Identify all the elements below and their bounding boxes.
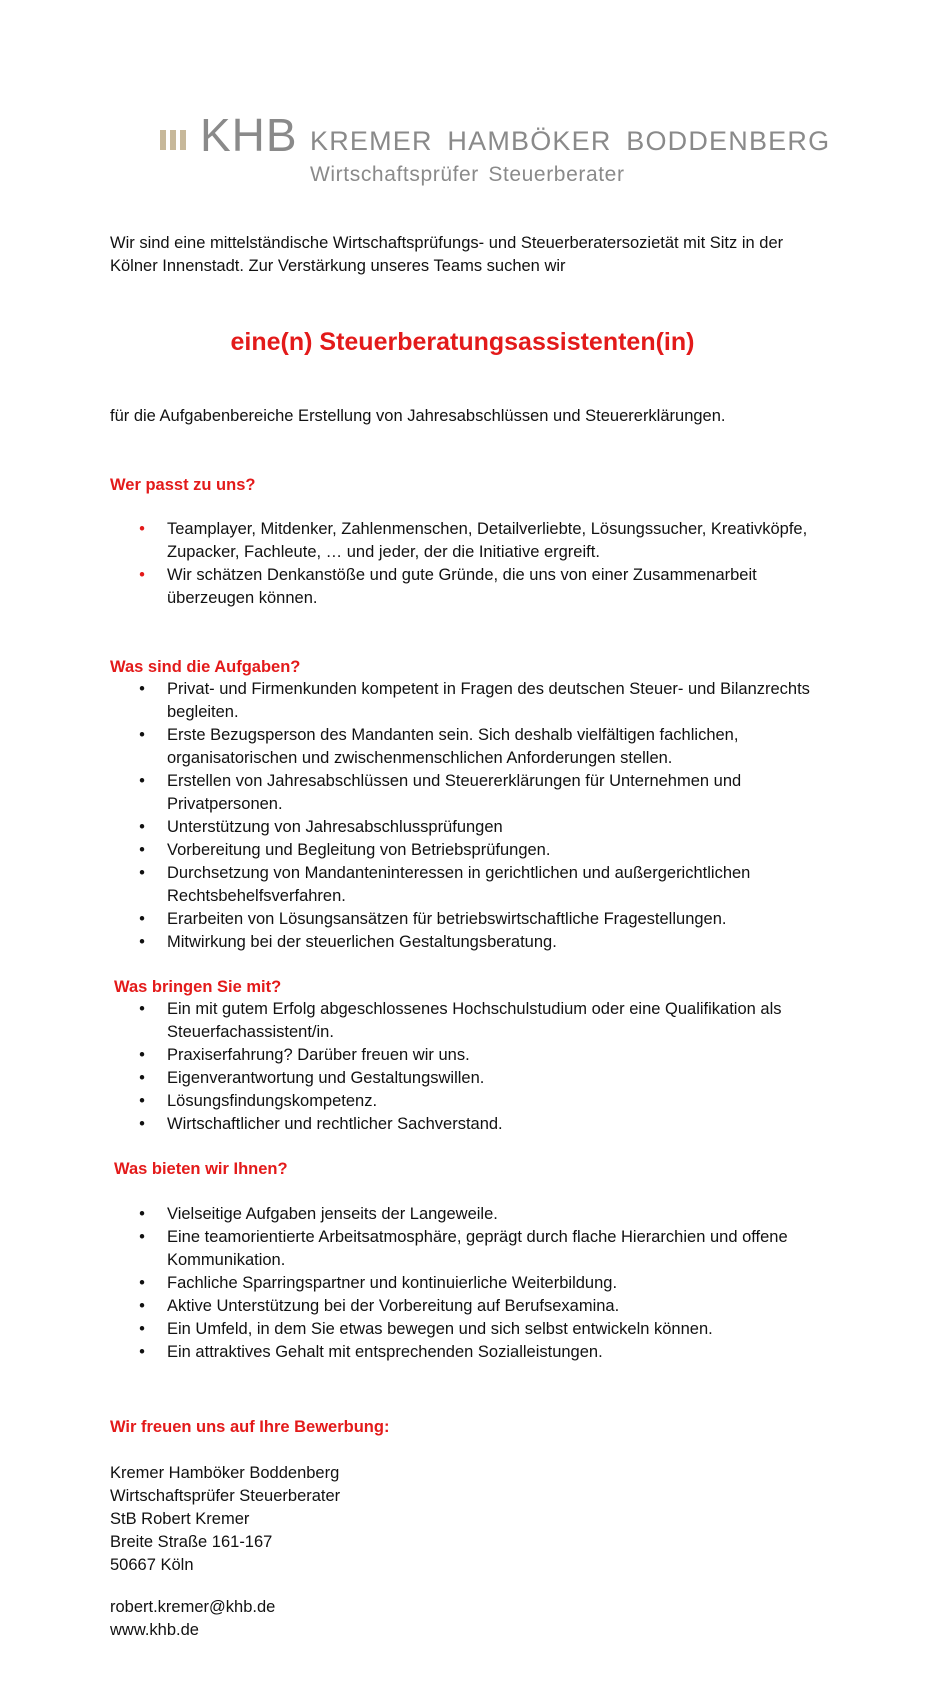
list-item: • Eigenverantwortung und Gestaltungswillen. [110, 1067, 830, 1090]
bullet-icon: • [139, 1069, 145, 1087]
bullet-icon: • [139, 772, 145, 790]
bullet-icon: • [139, 1000, 145, 1018]
bullet-icon: • [139, 1092, 145, 1110]
bullet-icon: • [139, 818, 145, 836]
contact-block [110, 1596, 275, 1642]
offer-list [110, 1203, 830, 1364]
logo-mark: KHB [200, 109, 298, 161]
bullet-icon: • [139, 933, 145, 951]
job-title: eine(n) Steuerberatungsassistenten(in) [230, 328, 695, 356]
closing-heading: Wir freuen uns auf Ihre Bewerbung: [110, 1418, 390, 1436]
firm-name: KREMER HAMBÖKER BODDENBERG [310, 126, 831, 156]
website-link[interactable]: www.khb.de [110, 1621, 199, 1639]
email-link[interactable]: robert.kremer@khb.de [110, 1598, 276, 1616]
list-item: • Privat- und Firmenkunden kompetent in Fragen des deutschen Steuer- und Bilanzrechts begleiten. [110, 678, 830, 724]
bullet-icon: • [139, 1297, 145, 1315]
list-item: • Praxiserfahrung? Darüber freuen wir uns. [110, 1044, 830, 1067]
bullet-icon: • [139, 1343, 145, 1361]
list-item: • Unterstützung von Jahresabschlussprüfungen [110, 816, 830, 839]
offer-heading: Was bieten wir Ihnen? [114, 1160, 288, 1178]
bullet-icon: • [139, 520, 145, 538]
fit-list [110, 518, 830, 610]
list-item: • Vorbereitung und Begleitung von Betriebsprüfungen. [110, 839, 830, 862]
address-line: Kremer Hamböker Boddenberg [110, 1464, 340, 1482]
bullet-icon: • [139, 1228, 145, 1246]
list-item: • Erste Bezugsperson des Mandanten sein. Sich deshalb vielfältigen fachlichen, organisatorischen und zwischenmenschlichen Anforderungen stellen. [110, 724, 830, 770]
intro-paragraph: Wir sind eine mittelständische Wirtschaftsprüfungs- und Steuerberatersozietät mit Sitz in der Kölner Innenstadt. Zur Verstärkung unseres Teams suchen wir [110, 234, 784, 275]
logo-bars-icon [160, 130, 190, 150]
address-line: Breite Straße 161-167 [110, 1533, 273, 1551]
bullet-icon: • [139, 841, 145, 859]
list-item: • Eine teamorientierte Arbeitsatmosphäre, geprägt durch flache Hierarchien und offene Kommunikation. [110, 1226, 830, 1272]
list-item: • Aktive Unterstützung bei der Vorbereitung auf Berufsexamina. [110, 1295, 830, 1318]
list-item: • Erstellen von Jahresabschlüssen und Steuererklärungen für Unternehmen und Privatpersonen. [110, 770, 830, 816]
bullet-icon: • [139, 1046, 145, 1064]
list-item: • Wirtschaftlicher und rechtlicher Sachverstand. [110, 1113, 830, 1136]
list-item: • Erarbeiten von Lösungsansätzen für betriebswirtschaftliche Fragestellungen. [110, 908, 830, 931]
list-item: • Teamplayer, Mitdenker, Zahlenmenschen, Detailverliebte, Lösungssucher, Kreativköpfe, Zupacker, Fachleute, … und jeder, der die Initiative ergreift. [110, 518, 830, 564]
company-logo [160, 109, 831, 192]
bullet-icon: • [139, 1205, 145, 1223]
address-line: Wirtschaftsprüfer Steuerberater [110, 1487, 341, 1505]
firm-subtitle: Wirtschaftsprüfer Steuerberater [310, 163, 625, 186]
scope-paragraph: für die Aufgabenbereiche Erstellung von Jahresabschlüssen und Steuererklärungen. [110, 407, 726, 425]
requirements-heading: Was bringen Sie mit? [114, 978, 282, 996]
fit-heading: Wer passt zu uns? [110, 476, 256, 494]
bullet-icon: • [139, 680, 145, 698]
bullet-icon: • [139, 1274, 145, 1292]
list-item: • Fachliche Sparringspartner und kontinuierliche Weiterbildung. [110, 1272, 830, 1295]
tasks-list [110, 678, 830, 954]
list-item: • Ein attraktives Gehalt mit entsprechenden Sozialleistungen. [110, 1341, 830, 1364]
address-block [110, 1462, 340, 1577]
bullet-icon: • [139, 864, 145, 882]
address-line: 50667 Köln [110, 1556, 194, 1574]
bullet-icon: • [139, 1320, 145, 1338]
requirements-list [110, 998, 830, 1136]
list-item: • Wir schätzen Denkanstöße und gute Gründe, die uns von einer Zusammenarbeit überzeugen können. [110, 564, 830, 610]
list-item: • Ein Umfeld, in dem Sie etwas bewegen und sich selbst entwickeln können. [110, 1318, 830, 1341]
tasks-heading: Was sind die Aufgaben? [110, 658, 301, 676]
bullet-icon: • [139, 910, 145, 928]
bullet-icon: • [139, 566, 145, 584]
bullet-icon: • [139, 726, 145, 744]
list-item: • Durchsetzung von Mandanteninteressen in gerichtlichen und außergerichtlichen Rechtsbehelfsverfahren. [110, 862, 830, 908]
address-line: StB Robert Kremer [110, 1510, 250, 1528]
bullet-icon: • [139, 1115, 145, 1133]
list-item: • Vielseitige Aufgaben jenseits der Langeweile. [110, 1203, 830, 1226]
list-item: • Lösungsfindungskompetenz. [110, 1090, 830, 1113]
list-item: • Mitwirkung bei der steuerlichen Gestaltungsberatung. [110, 931, 830, 954]
list-item: • Ein mit gutem Erfolg abgeschlossenes Hochschulstudium oder eine Qualifikation als Steuerfachassistent/in. [110, 998, 830, 1044]
